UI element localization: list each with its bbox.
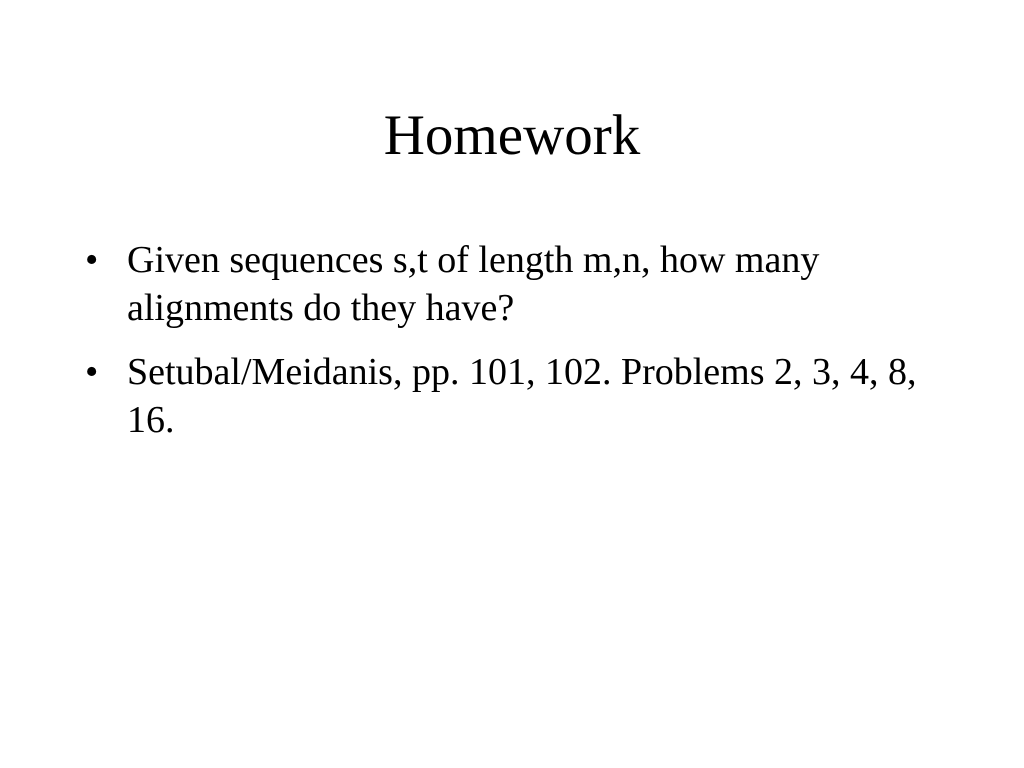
slide-title: Homework: [383, 104, 641, 167]
bullet-icon: •: [85, 239, 99, 281]
bullet-item-alignments: [85, 236, 965, 332]
bullet-list: [85, 236, 965, 460]
bullet-text: Given sequences s,t of length m,n, how many alignments do they have?: [127, 239, 820, 329]
bullet-text: Setubal/Meidanis, pp. 101, 102. Problems 2, 3, 4, 8, 16.: [127, 351, 917, 441]
bullet-item-problems: [85, 348, 965, 444]
bullet-icon: •: [85, 351, 99, 393]
